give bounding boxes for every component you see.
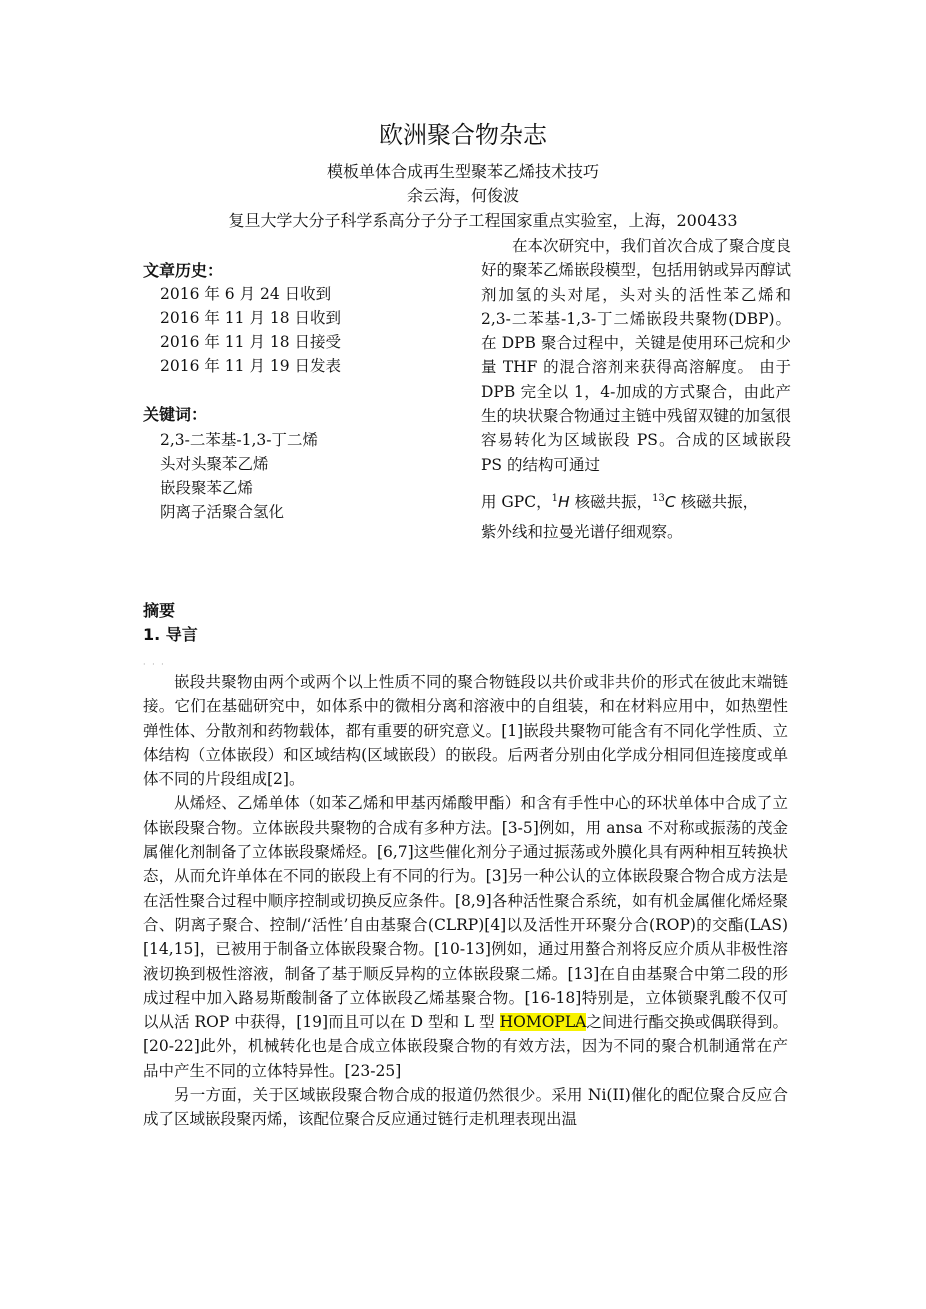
nucleus-h: H (557, 492, 570, 511)
history-item: 2016 年 11 月 19 日发表 (160, 357, 342, 375)
highlighted-word: HOMOPLA (499, 1013, 587, 1032)
affiliation: 复旦大学大分子科学系高分子分子工程国家重点实验室，上海，200433 (228, 211, 738, 230)
keyword-item: 2,3-二苯基-1,3-丁二烯 (160, 431, 319, 449)
abstract-tail-post: 核磁共振， (675, 492, 759, 511)
paragraph-2-part-a: 从烯烃、乙烯单体（如苯乙烯和甲基丙烯酸甲酯）和含有手性中心的环状单体中合成了立体嵌段聚合物。立体嵌段共聚物的合成有多种方法。[3-5]例如，用 ansa 不对称或振荡的茂金属催化剂制备了立体嵌段聚烯烃。[6,7]这些催化剂分子通过振荡或外膜化具有两种相互转换状态，从而允许单体在不同的嵌段上有不同的行为。[3]另一种公认的立体嵌段聚合物合成方法是在活性聚合过程中顺序控制或切换反应条件。[8,9]各种活性聚合系统，如有机金属催化烯烃聚合、阴离子聚合、控制/‘活性’自由基聚合(CLRP)[4]以及活性开环聚分合(ROP)的交酯(LAS)[14,15]，已被用于制备立体嵌段聚合物。[10-13]例如，通过用螯合剂将反应介质从非极性溶液切换到极性溶液，制备了基于顺反异构的立体嵌段聚二烯。[13]在自由基聚合中第二段的形成过程中加入路易斯酸制备了立体嵌段乙烯基聚合物。[16-18]特别是，立体锁聚乳酸不仅可以从活 ROP 中获得，[19]而且可以在 D 型和 L 型 (143, 794, 788, 1032)
paper-title: 模板单体合成再生型聚苯乙烯技术技巧 (326, 162, 599, 181)
paragraph-2-part-b: 之间进行酯交换或偶联得到。[20-22]此外，机械转化也是合成立体嵌段聚合物的有效方法，因为不同的聚合机制通常在产品中产生不同的立体特异性。[23-25] (143, 1013, 788, 1080)
abstract-tail-mid: 核磁共振， (569, 492, 653, 511)
section-divider-dots: · · · (143, 660, 166, 669)
history-item: 2016 年 11 月 18 日接受 (160, 333, 342, 351)
history-item: 2016 年 11 月 18 日收到 (160, 309, 342, 327)
abstract-text: 在本次研究中，我们首次合成了聚合度良好的聚苯乙烯嵌段模型，包括用钠或异丙醇试剂加氢的头对尾，头对头的活性苯乙烯和 2,3-二苯基-1,3-丁二烯嵌段共聚物(DBP)。在 DPB 聚合过程中，关键是使用环己烷和少量 THF 的混合溶剂来获得高溶解度。 由于 DPB 完全以 1，4-加成的方式聚合，由此产生的块状聚合物通过主链中残留双键的加氢很容易转化为区域嵌段 PS。合成的区域嵌段 PS 的结构可通过 (481, 237, 792, 474)
abstract-tail-pre: 用 GPC， (481, 492, 552, 511)
history-item: 2016 年 6 月 24 日收到 (160, 285, 332, 303)
keywords-heading: 关键词： (143, 405, 208, 424)
authors: 余云海，何俊波 (406, 186, 519, 205)
body-text (143, 670, 788, 1132)
journal-title: 欧洲聚合物杂志 (379, 121, 547, 149)
abstract-heading: 摘要 (143, 601, 176, 620)
keyword-item: 嵌段聚苯乙烯 (160, 479, 254, 497)
keyword-item: 阴离子活聚合氢化 (160, 503, 285, 521)
abstract-tail-end: 紫外线和拉曼光谱仔细观察。 (481, 522, 683, 541)
paragraph-3: 另一方面，关于区域嵌段聚合物合成的报道仍然很少。采用 Ni(II)催化的配位聚合反应合成了区域嵌段聚丙烯，该配位聚合反应通过链行走机理表现出温 (143, 1086, 788, 1129)
abstract-column (481, 234, 791, 547)
superscript-1: 1 (551, 492, 558, 504)
keyword-item: 头对头聚苯乙烯 (160, 455, 269, 473)
intro-heading: 1. 导言 (143, 625, 198, 644)
article-history-heading: 文章历史： (143, 261, 224, 280)
paragraph-2 (143, 791, 788, 1083)
superscript-13: 13 (652, 492, 665, 504)
paragraph-1: 嵌段共聚物由两个或两个以上性质不同的聚合物链段以共价或非共价的形式在彼此末端链接。它们在基础研究中，如体系中的微相分离和溶液中的自组装，和在材料应用中，如热塑性弹性体、分散剂和药物载体，都有重要的研究意义。[1]嵌段共聚物可能含有不同化学性质、立体结构（立体嵌段）和区域结构(区域嵌段）的嵌段。后两者分别由化学成分相同但连接度或单体不同的片段组成[2]。 (143, 673, 788, 789)
nucleus-c: C (664, 492, 676, 511)
abstract-methods-line (481, 487, 791, 547)
